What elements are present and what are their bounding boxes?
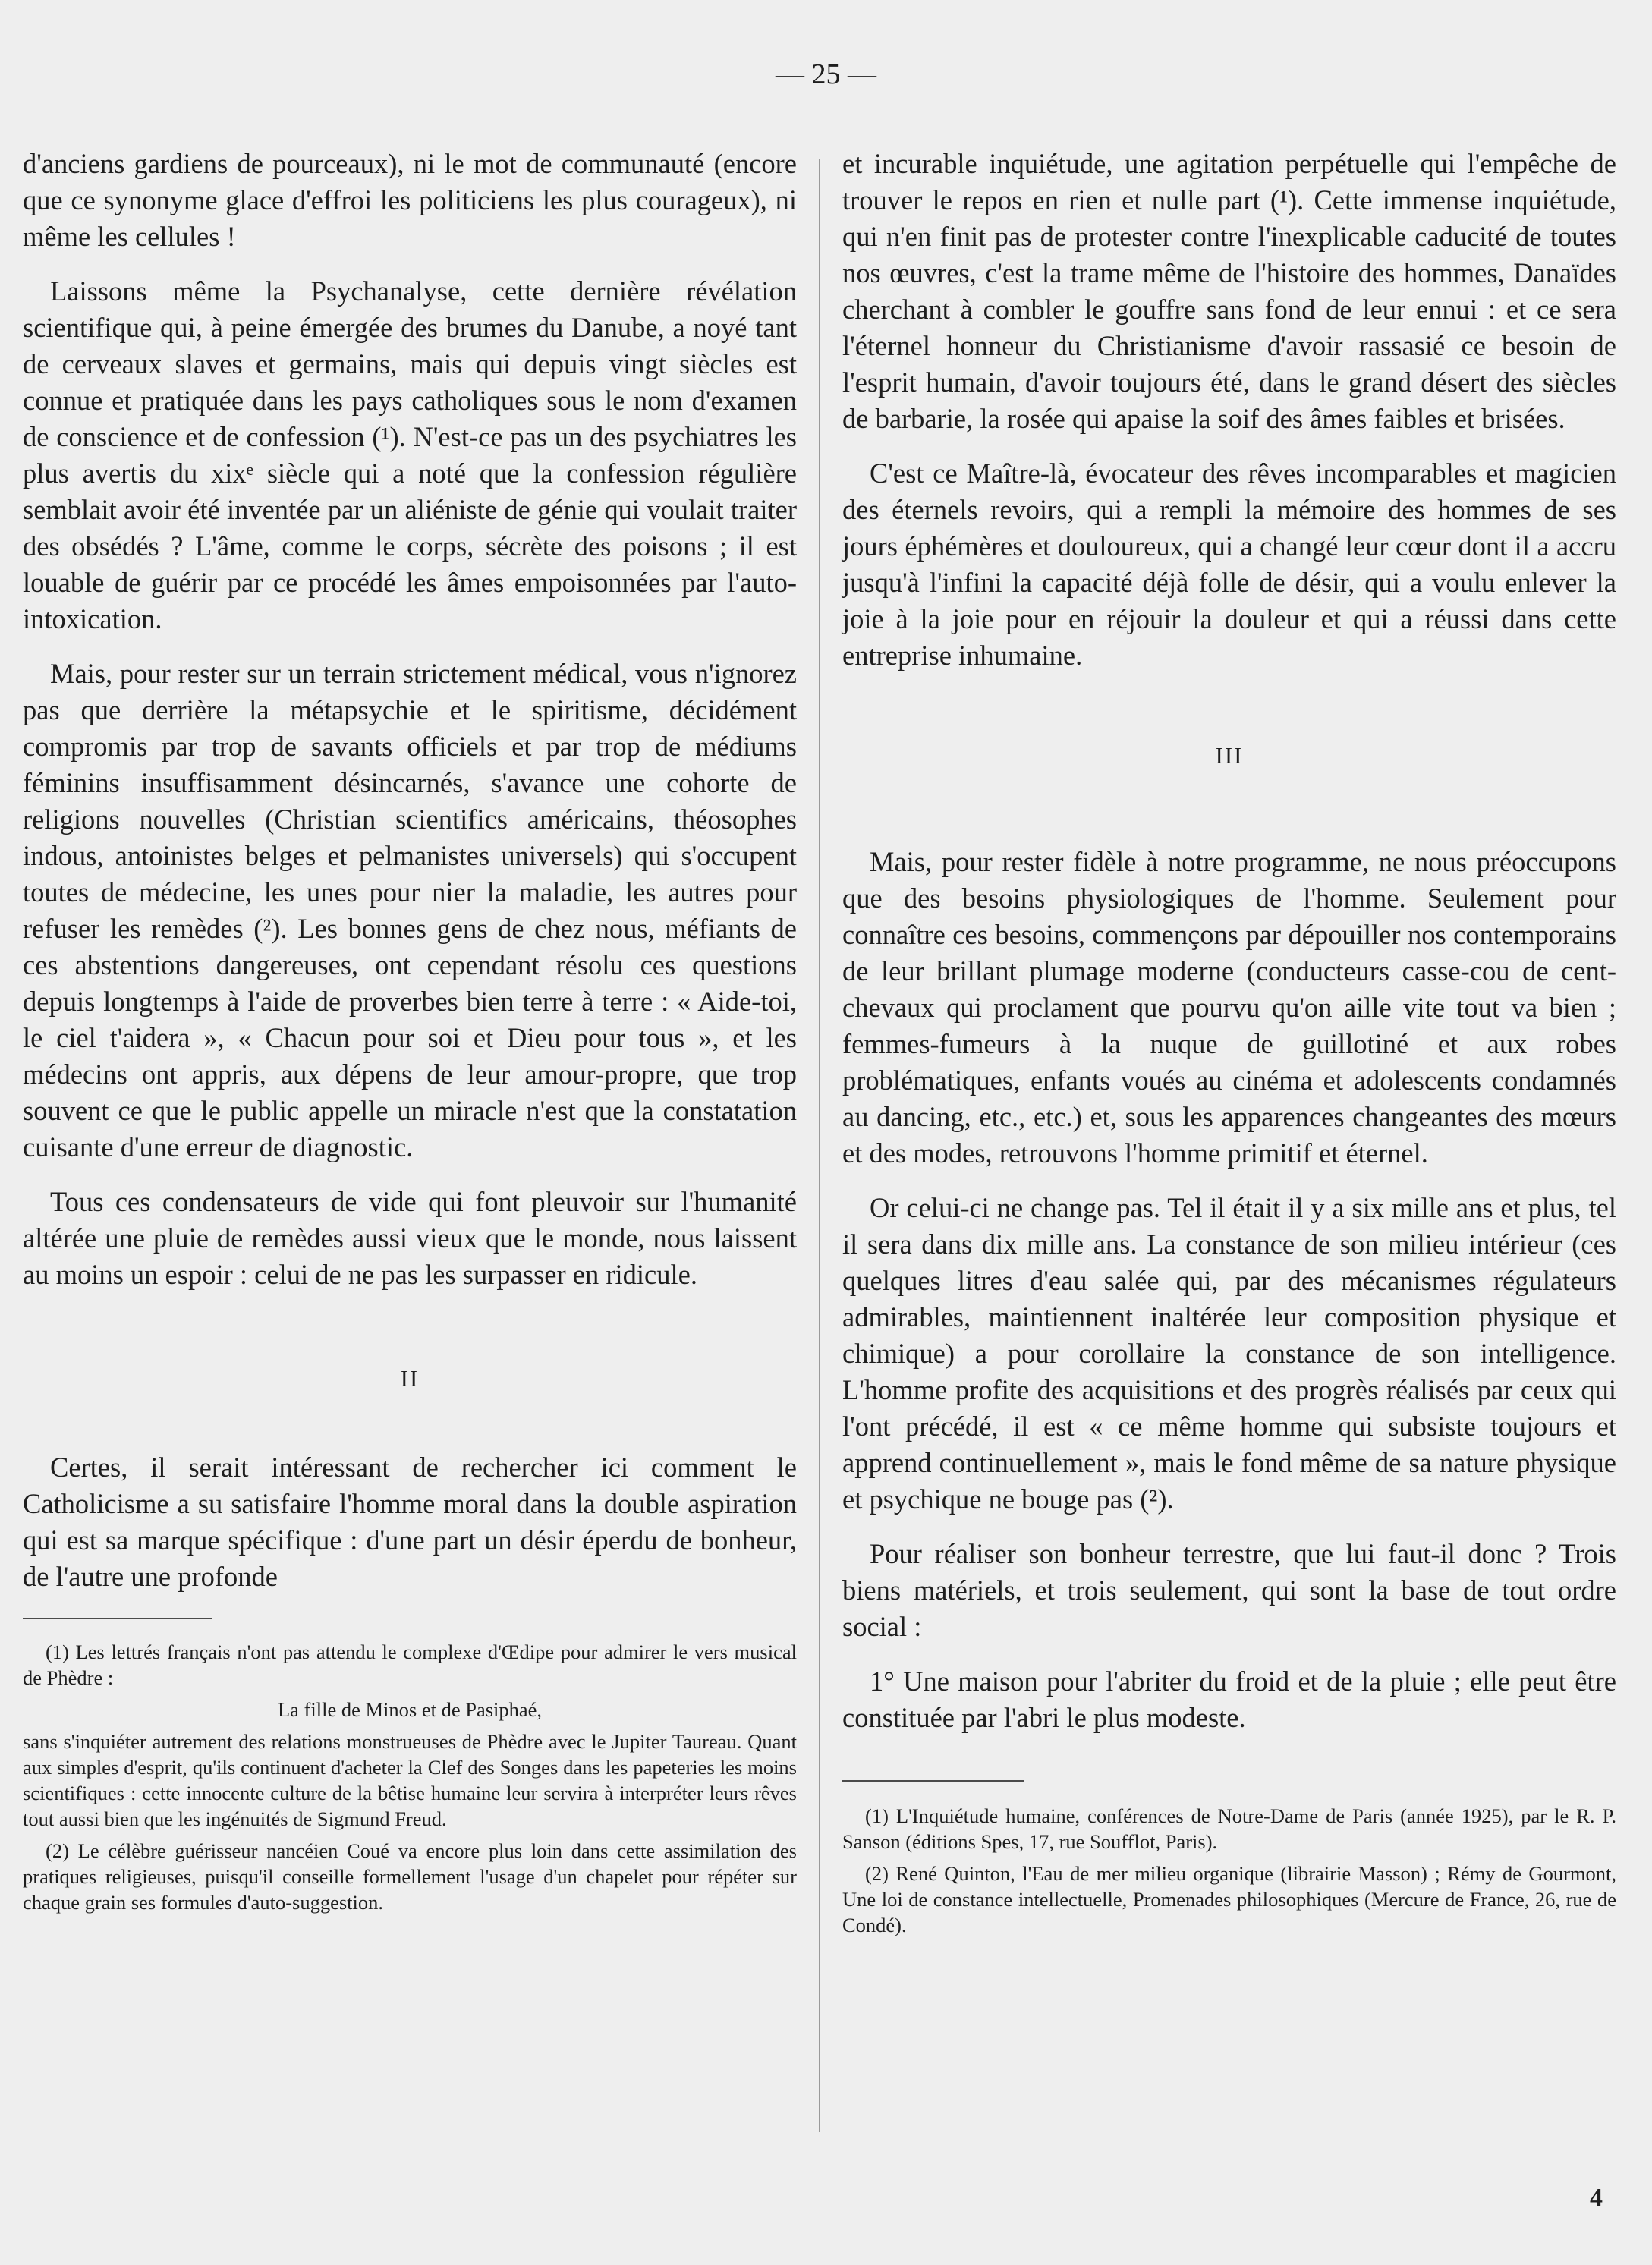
left-column (23, 146, 797, 1921)
paragraph: Mais, pour rester sur un terrain strictement médical, vous n'ignorez pas que derrière la métapsychie et le spiritisme, décidément compromis par trop de savants officiels et par trop de médiums féminins insuffisamment désincarnés, s'avance une cohorte de religions nouvelles (Christian scientifics américains, théosophes indous, antoinistes belges et pelmanistes universels) qui s'occupent toutes de médecine, les unes pour nier la maladie, les autres pour refuser les remèdes (²). Les bonnes gens de chez nous, méfiants de ces abstentions dangereuses, ont cependant résolu ces questions depuis longtemps à l'aide de proverbes bien terre à terre : « Aide-toi, le ciel t'aidera », « Chacun pour soi et Dieu pour tous », et les médecins ont appris, aux dépens de leur amour-propre, que trop souvent ce que le public appelle un miracle n'est que la constatation cuisante d'une erreur de diagnostic. (23, 658, 797, 1162)
paragraph: d'anciens gardiens de pourceaux), ni le mot de communauté (encore que ce synonyme glace d'effroi les politiciens les plus courageux), ni même les cellules ! (23, 148, 797, 252)
footnote-rule (23, 1618, 212, 1619)
footnote-1: (1) Les lettrés français n'ont pas attendu le complexe d'Œdipe pour admirer le vers musical de Phèdre : (23, 1641, 797, 1689)
footnote-1-verse: La fille de Minos et de Pasiphaé, (277, 1698, 543, 1721)
column-divider (819, 159, 820, 2132)
right-column (842, 146, 1616, 1944)
paragraph: Laissons même la Psychanalyse, cette dernière révélation scientifique qui, à peine émergée des brumes du Danube, a noyé tant de cerveaux slaves et germains, mais qui depuis vingt siècles est connue et pratiquée dans les pays catholiques sous le nom d'examen de conscience et de confession (¹). N'est-ce pas un des psychiatres les plus avertis du xixᵉ siècle qui a noté que la confession régulière semblait avoir été inventée par un aliéniste de génie qui voulait traiter des obsédés ? L'âme, comme le corps, sécrète des poisons ; il est louable de guérir par ce procédé les âmes empoisonnées par l'auto-intoxication. (23, 275, 797, 634)
footnote-2: (2) René Quinton, l'Eau de mer milieu organique (librairie Masson) ; Rémy de Gourmont, Une loi de constance intellectuelle, Promenades philosophiques (Mercure de France, 26, rue de Condé). (842, 1862, 1616, 1936)
paragraph: Mais, pour rester fidèle à notre programme, ne nous préoccupons que des besoins physiologiques de l'homme. Seulement pour connaître ces besoins, commençons par dépouiller nos contemporains de leur brillant plumage moderne (conducteurs casse-cou de cent-chevaux qui proclament que pourvu qu'on aille vite tout va bien ; femmes-fumeurs à la nuque de guillotiné et aux robes problématiques, enfants voués au cinéma et adolescents condamnés au dancing, etc., etc.) et, sous les apparences changeantes des mœurs et des modes, retrouvons l'homme primitif et éternel. (842, 846, 1616, 1169)
footnote-2: (2) Le célèbre guérisseur nancéien Coué va encore plus loin dans cette assimilation des pratiques religieuses, puisqu'il conseille formellement l'usage d'un chapelet pour répéter sur chaque grain ses formules d'auto-suggestion. (23, 1839, 797, 1914)
footnote-1-continued: sans s'inquiéter autrement des relations monstrueuses de Phèdre avec le Jupiter Taureau. Quant aux simples d'esprit, qu'ils continuent d'acheter la Clef des Songes dans les papeteries les moins scientifiques : cette innocente culture de la bêtise humaine leur servira à interpréter leurs rêves tout aussi bien que les ingénuités de Sigmund Freud. (23, 1730, 797, 1830)
paragraph: C'est ce Maître-là, évocateur des rêves incomparables et magicien des éternels revoirs, qui a rempli la mémoire des hommes de ses jours éphémères et douloureux, qui a changé leur cœur dont il a accru jusqu'à l'infini la capacité déjà folle de désir, qui a voulu enlever la joie à la joie pour en réjouir la douleur et qui a réussi dans cette entreprise inhumaine. (842, 458, 1616, 671)
footnote-1: (1) L'Inquiétude humaine, conférences de Notre-Dame de Paris (année 1925), par le R. P. Sanson (éditions Spes, 17, rue Soufflot, Paris). (842, 1804, 1616, 1853)
paragraph: Or celui-ci ne change pas. Tel il était il y a six mille ans et plus, tel il sera dans dix mille ans. La constance de son milieu intérieur (ces quelques litres d'eau salée qui, par des mécanismes régulateurs admirables, maintiennent inaltérée leur composition physique et chimique) a pour corollaire la constance de son intelligence. L'homme profite des acquisitions et des progrès réalisés par ceux qui l'ont précédé, il est « ce même homme qui subsiste toujours et apprend continuellement », mais le fond même de sa nature physique et psychique ne bouge pas (²). (842, 1192, 1616, 1515)
paragraph: et incurable inquiétude, une agitation perpétuelle qui l'empêche de trouver le repos en rien et nulle part (¹). Cette immense inquiétude, qui n'en finit pas de protester contre l'inexplicable caducité de toutes nos œuvres, c'est la trame même de l'histoire des hommes, Danaïdes cherchant à combler le gouffre sans fond de leur ennui : et ce sera l'éternel honneur du Christianisme d'avoir rassasié ce besoin de l'esprit humain, d'avoir toujours été, dans le grand désert des siècles de barbarie, la rosée qui apaise la soif des âmes faibles et brisées. (842, 148, 1616, 434)
paragraph: Pour réaliser son bonheur terrestre, que lui faut-il donc ? Trois biens matériels, et trois seulement, qui sont la base de tout ordre social : (842, 1538, 1616, 1642)
paragraph: 1° Une maison pour l'abriter du froid et de la pluie ; elle peut être constituée par l'abri le plus modeste. (842, 1666, 1616, 1733)
paragraph: Tous ces condensateurs de vide qui font pleuvoir sur l'humanité altérée une pluie de remèdes aussi vieux que le monde, nous laissent au moins un espoir : celui de ne pas les surpasser en ridicule. (23, 1186, 797, 1290)
section-heading-iii: III (1215, 742, 1244, 769)
signature-mark: 4 (1590, 2184, 1603, 2212)
page-number: — 25 — (776, 58, 876, 90)
paragraph: Certes, il serait intéressant de rechercher ici comment le Catholicisme a su satisfaire l'homme moral dans la double aspiration qui est sa marque spécifique : d'une part un désir éperdu de bonheur, de l'autre une profonde (23, 1452, 797, 1592)
footnote-rule (842, 1780, 1024, 1782)
section-heading-ii: II (400, 1365, 420, 1392)
